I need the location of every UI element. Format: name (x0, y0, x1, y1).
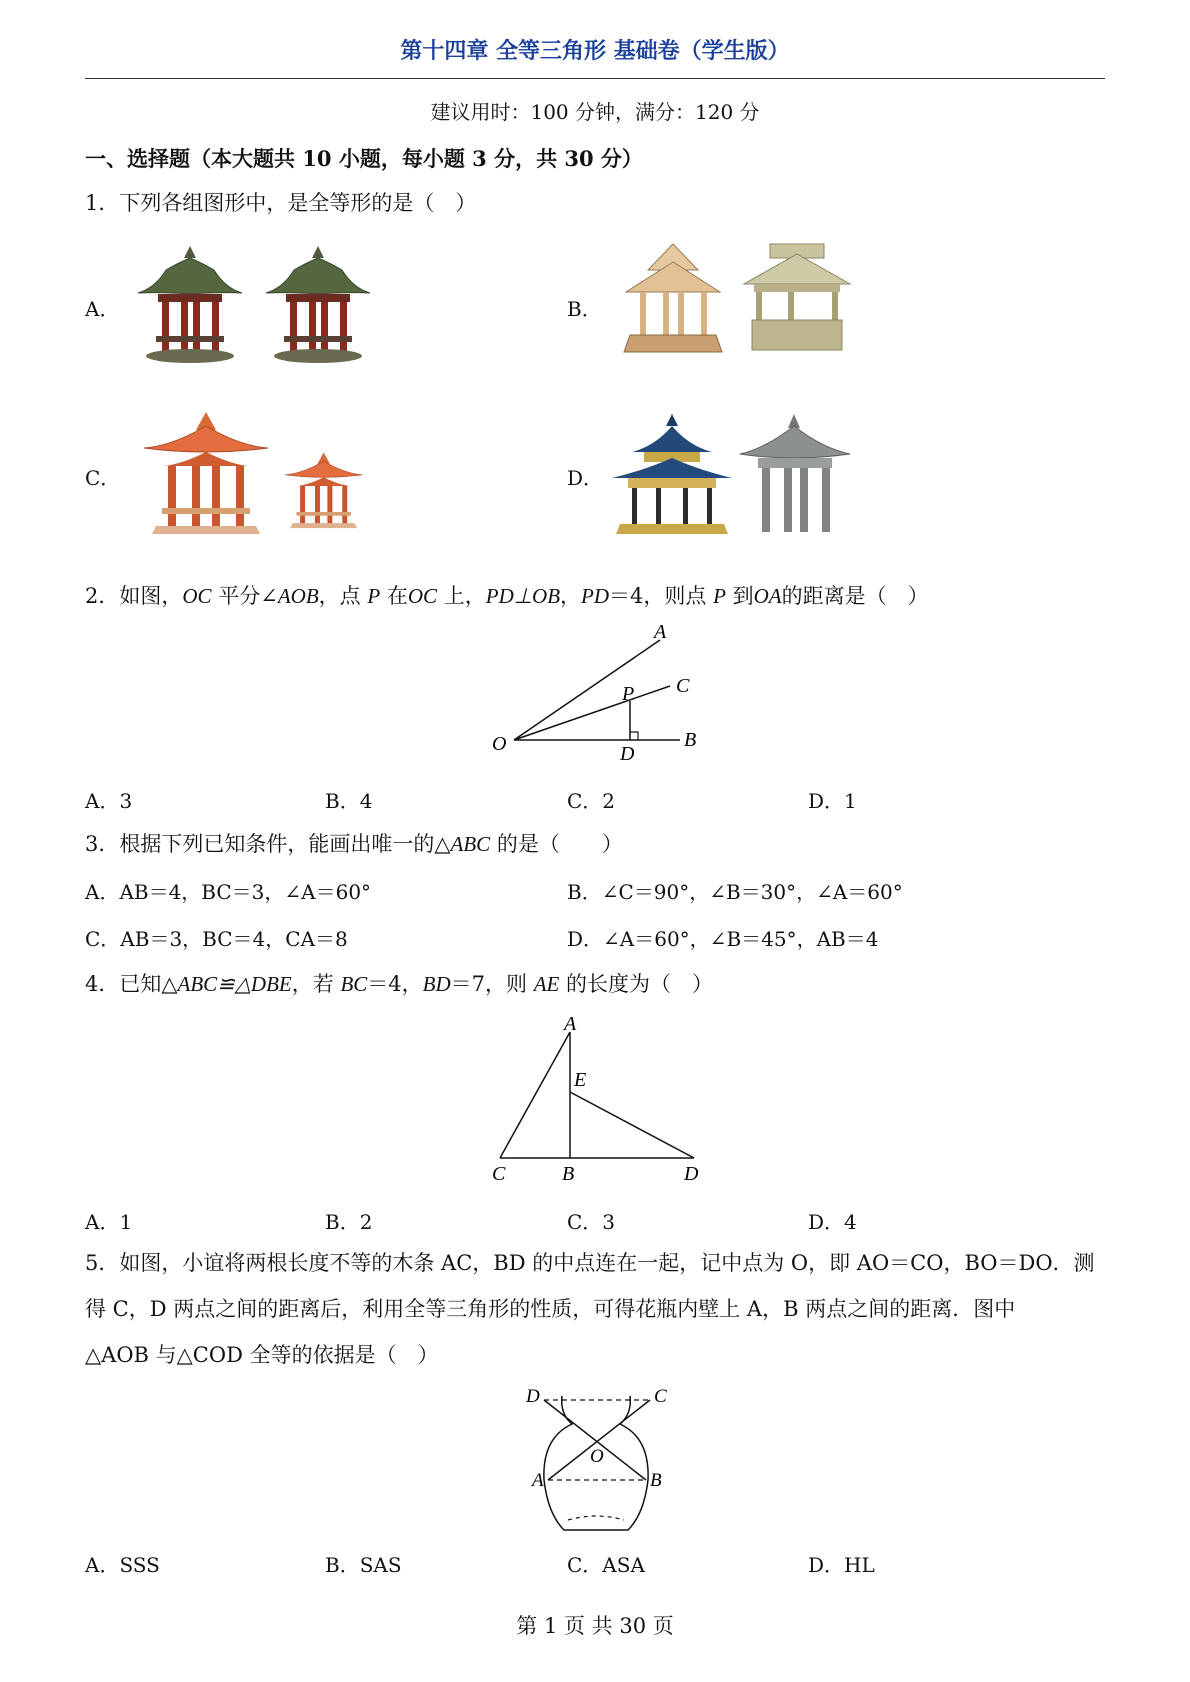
q2-stem-math: OC (182, 584, 212, 608)
pavilion-icon (285, 452, 362, 528)
ray-oc (514, 686, 670, 740)
q5-option-c[interactable]: C．ASA (567, 1553, 645, 1577)
q2-stem-math: P (367, 584, 381, 608)
q2-option-b[interactable]: B．4 (325, 789, 373, 813)
exam-info: 建议用时：100 分钟，满分：120 分 (430, 100, 760, 124)
q4-stem-text: ，若 (291, 972, 341, 996)
q2-option-d[interactable]: D．1 (808, 789, 857, 813)
q2-option-c[interactable]: C．2 (567, 789, 616, 813)
label-p: P (622, 683, 635, 705)
label-o: O (590, 1446, 604, 1467)
q2-stem-math: PD⊥OB (485, 584, 561, 608)
q2-stem-text: 的距离是（ ） (781, 584, 929, 608)
q4-stem-math: BD (422, 972, 451, 996)
pavilion-icon (266, 246, 370, 363)
pavilion-icon (624, 244, 722, 352)
q3-option-a[interactable]: A．AB＝4，BC＝3，∠A＝60° (85, 880, 372, 904)
q4-figure (480, 1012, 720, 1182)
q2-stem-math: AOB (277, 584, 319, 608)
label-a: A (654, 621, 667, 643)
q5-option-a[interactable]: A．SSS (85, 1553, 160, 1577)
q4-option-c[interactable]: C．3 (567, 1210, 616, 1234)
q1-label-c: C． (85, 466, 121, 490)
q1-label-b: B． (567, 297, 602, 321)
q2-stem-math: OA (753, 584, 782, 608)
q1-pavilion-pair-c (142, 408, 382, 540)
q2-stem (85, 580, 929, 610)
q3-option-c[interactable]: C．AB＝3，BC＝4，CA＝8 (85, 927, 348, 951)
q4-option-d[interactable]: D．4 (808, 1210, 857, 1234)
q3-option-b[interactable]: B．∠C＝90°，∠B＝30°，∠A＝60° (567, 880, 903, 904)
q2-stem-text: ， (560, 584, 582, 608)
pavilion-icon (138, 246, 242, 363)
ray-oa (514, 640, 660, 740)
q4-option-a[interactable]: A．1 (85, 1210, 133, 1234)
q1-label-a: A． (85, 297, 120, 321)
q4-stem-text: ＝7，则 (450, 972, 534, 996)
q2-stem-text: 到 (725, 584, 754, 608)
q1-pavilion-pair-b (618, 240, 868, 365)
q3-stem (85, 828, 623, 858)
q2-stem-text: 在 (380, 584, 408, 608)
label-c: C (676, 675, 690, 697)
vase-bottom (568, 1516, 624, 1520)
segment-ed (570, 1092, 694, 1158)
q2-stem-text: 2．如图， (85, 584, 183, 608)
q4-stem-text: 4．已知△ (85, 972, 178, 996)
label-d: D (620, 743, 635, 765)
label-b: B (684, 729, 697, 751)
label-d: D (684, 1163, 699, 1182)
label-b: B (650, 1470, 662, 1491)
q2-figure (480, 618, 720, 768)
doc-title: 第十四章 全等三角形 基础卷（学生版） (400, 38, 790, 64)
label-d: D (526, 1386, 540, 1407)
segment-ca (500, 1032, 570, 1158)
right-angle-mark (630, 732, 638, 740)
q4-stem (85, 968, 713, 998)
q2-stem-text: 上， (437, 584, 486, 608)
pavilion-icon (744, 244, 850, 350)
q2-stem-text: ，点 (318, 584, 368, 608)
q4-stem-text: ＝4， (367, 972, 423, 996)
q4-option-b[interactable]: B．2 (325, 1210, 373, 1234)
q5-stem-line: 5．如图，小谊将两根长度不等的木条 AC，BD 的中点连在一起，记中点为 O，即 AO＝CO，BO＝DO．测 (85, 1251, 1095, 1275)
label-c: C (654, 1386, 667, 1407)
label-c: C (492, 1163, 506, 1182)
label-a: A (564, 1013, 577, 1035)
q5-stem-line: 得 C，D 两点之间的距离后，利用全等三角形的性质，可得花瓶内壁上 A，B 两点之间的距离．图中 (85, 1297, 1016, 1321)
q5-stem (85, 1240, 1105, 1378)
q3-stem-text: 3．根据下列已知条件，能画出唯一的△ (85, 832, 451, 856)
q2-stem-math: P (713, 584, 726, 608)
q1-stem: 1．下列各组图形中，是全等形的是（ ） (85, 191, 477, 215)
q4-stem-math: BC (340, 972, 368, 996)
q2-option-a[interactable]: A．3 (85, 789, 133, 813)
section-heading: 一、选择题（本大题共 10 小题，每小题 3 分，共 30 分） (85, 146, 643, 171)
pavilion-icon (612, 414, 732, 534)
title-divider (85, 78, 1105, 79)
q3-stem-math: ABC (450, 832, 491, 856)
q5-option-d[interactable]: D．HL (808, 1553, 875, 1577)
q1-pavilion-pair-d (610, 412, 860, 540)
q1-pavilion-pair-a (130, 238, 380, 368)
q4-stem-text: 的长度为（ ） (559, 972, 714, 996)
label-b: B (562, 1163, 575, 1182)
q2-stem-text: 平分∠ (211, 584, 278, 608)
q2-stem-text: ＝4，则点 (609, 584, 714, 608)
q3-option-d[interactable]: D．∠A＝60°，∠B＝45°，AB＝4 (567, 927, 879, 951)
label-e: E (574, 1069, 587, 1091)
stick-db (544, 1400, 646, 1480)
page-number: 第 1 页 共 30 页 (516, 1614, 674, 1638)
q3-stem-text: 的是（ ） (490, 832, 623, 856)
q4-stem-math: AE (533, 972, 560, 996)
q5-vase-figure (520, 1380, 680, 1540)
q5-stem-line: △AOB 与△COD 全等的依据是（ ） (85, 1343, 439, 1367)
q2-stem-math: PD (581, 584, 610, 608)
label-a: A (532, 1470, 544, 1491)
q1-label-d: D． (567, 466, 604, 490)
q2-stem-math: OC (407, 584, 438, 608)
pavilion-icon (144, 412, 268, 534)
q4-stem-math: ABC≌△DBE (177, 972, 292, 996)
q5-option-b[interactable]: B．SAS (325, 1553, 402, 1577)
pavilion-icon (740, 414, 850, 532)
label-o: O (492, 733, 507, 755)
